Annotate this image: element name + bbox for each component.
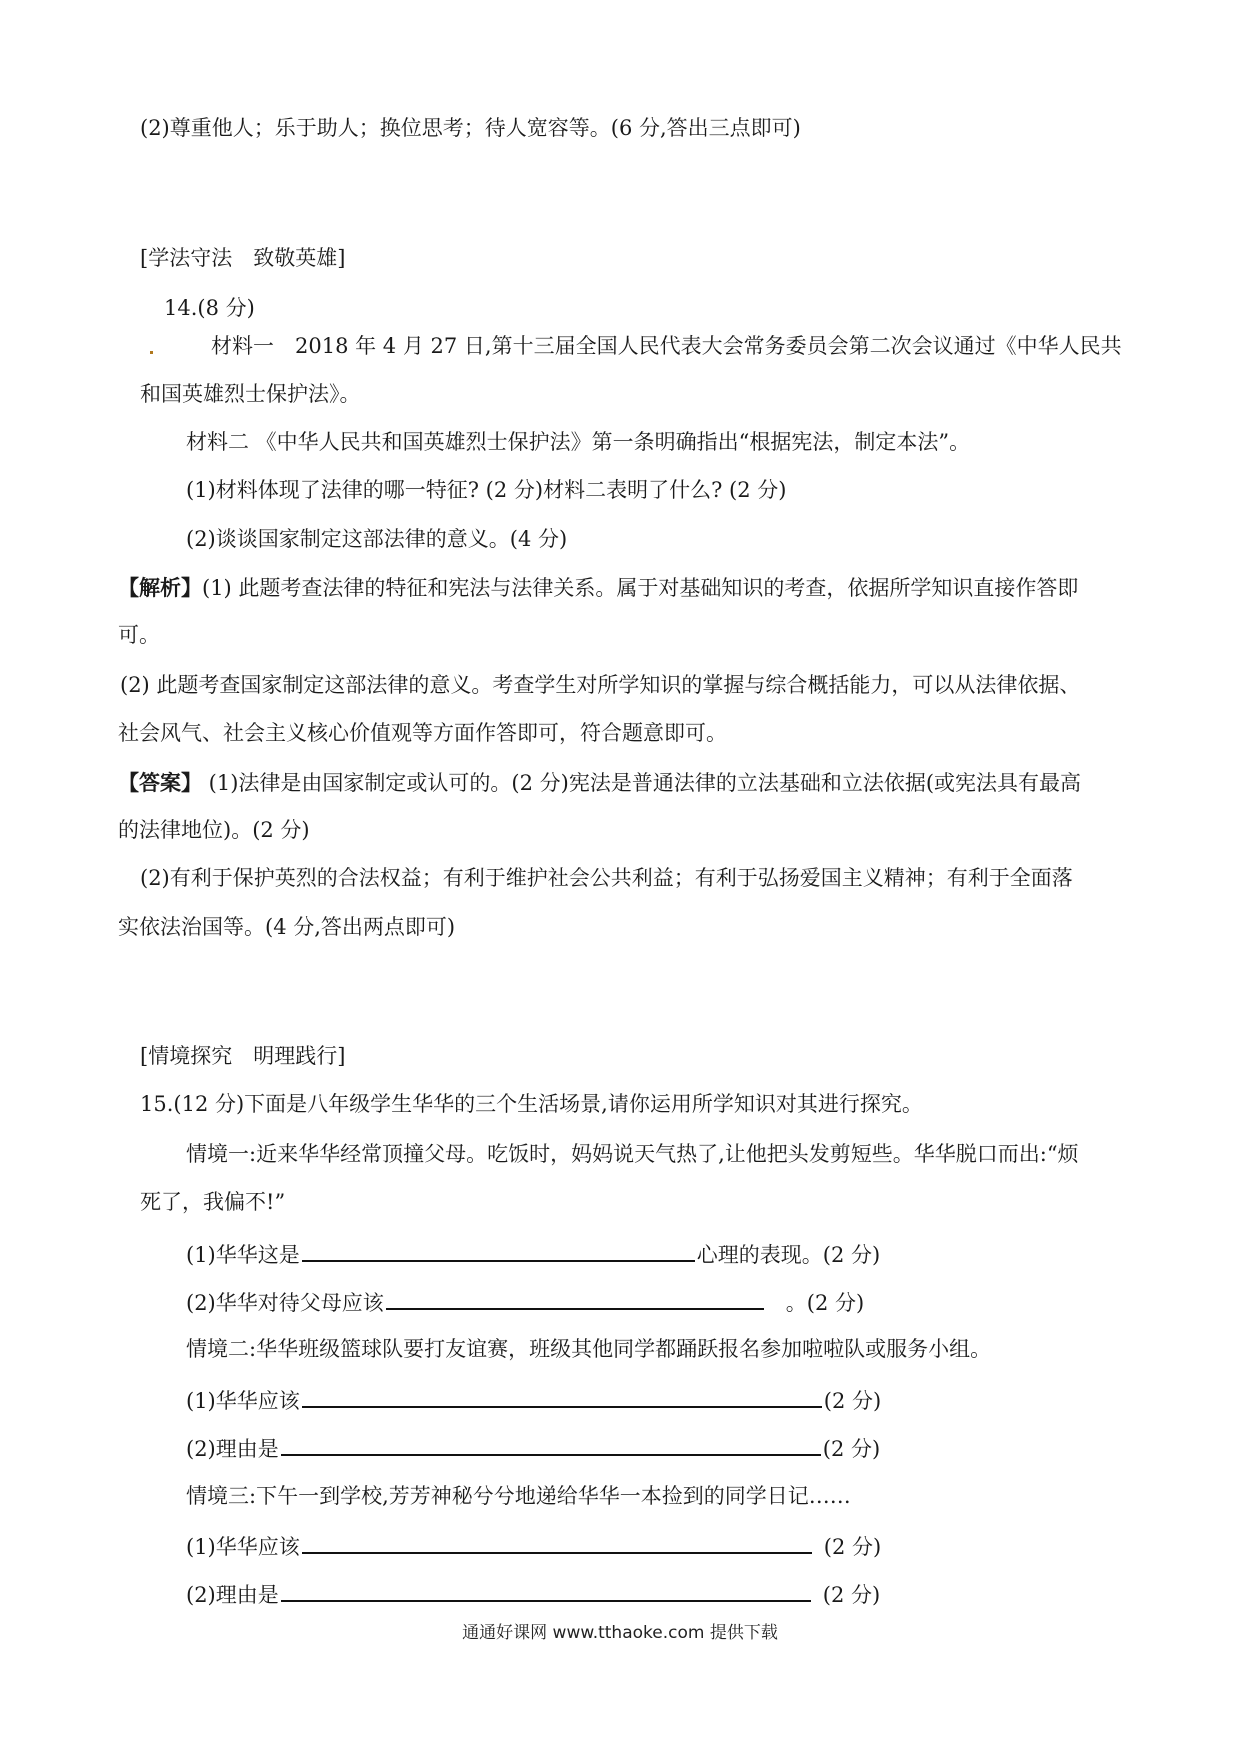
q15-intro: 15.(12 分)下面是八年级学生华华的三个生活场景,请你运用所学知识对其进行探究。 <box>140 1092 923 1116</box>
q15-scene2-question1 <box>186 1386 881 1414</box>
s1q1-suffix: 心理的表现。(2 分) <box>696 1243 881 1267</box>
s3q2-prefix: (2)理由是 <box>186 1583 279 1607</box>
s2q1-answer-blank[interactable] <box>302 1386 822 1408</box>
s3q1-suffix: (2 分) <box>823 1535 882 1559</box>
q15-scene1-question1 <box>186 1240 880 1268</box>
q14-material1-line2: 和国英雄烈士保护法》。 <box>140 382 361 406</box>
q15-scene2-question2 <box>186 1434 880 1462</box>
s1q2-suffix: 。(2 分) <box>785 1291 865 1315</box>
s2q2-suffix: (2 分) <box>822 1437 881 1461</box>
q14-sub-question-1: (1)材料体现了法律的哪一特征? (2 分)材料二表明了什么? (2 分) <box>186 478 787 502</box>
answer-text-1: (1)法律是由国家制定或认可的。(2 分)宪法是普通法律的立法基础和立法依据(或宪法具有最高 <box>202 771 1082 795</box>
s3q2-suffix: (2 分) <box>822 1583 881 1607</box>
q14-analysis-line3: (2) 此题考查国家制定这部法律的意义。考查学生对所学知识的掌握与综合概括能力，可以从法律依据、 <box>120 673 1081 697</box>
s3q1-prefix: (1)华华应该 <box>186 1535 300 1559</box>
q14-answer-line2: 的法律地位)。(2 分) <box>118 818 310 842</box>
q15-scene2: 情境二:华华班级篮球队要打友谊赛，班级其他同学都踊跃报名参加啦啦队或服务小组。 <box>186 1337 992 1361</box>
q14-sub-question-2: (2)谈谈国家制定这部法律的意义。(4 分) <box>186 527 568 551</box>
q15-scene1-question2 <box>186 1288 864 1316</box>
q14-answer-line1 <box>118 770 1081 796</box>
q14-analysis-line1 <box>118 575 1078 601</box>
s1q2-prefix: (2)华华对待父母应该 <box>186 1291 384 1315</box>
stray-dot <box>150 351 153 354</box>
s1q1-prefix: (1)华华这是 <box>186 1243 300 1267</box>
q15-scene1-line1: 情境一:近来华华经常顶撞父母。吃饭时，妈妈说天气热了,让他把头发剪短些。华华脱口而出:“烦 <box>186 1142 1079 1166</box>
q14-material2: 材料二 《中华人民共和国英雄烈士保护法》第一条明确指出“根据宪法，制定本法”。 <box>186 430 971 454</box>
s2q1-suffix: (2 分) <box>823 1389 882 1413</box>
s3q2-answer-blank[interactable] <box>281 1580 811 1602</box>
s2q2-answer-blank[interactable] <box>281 1434 821 1456</box>
s1q1-answer-blank[interactable] <box>302 1240 695 1262</box>
q14-answer-line4: 实依法治国等。(4 分,答出两点即可) <box>118 915 456 939</box>
analysis-text-1: (1) 此题考查法律的特征和宪法与法律关系。属于对基础知识的考查，依据所学知识直接作答即 <box>202 576 1079 600</box>
s2q1-prefix: (1)华华应该 <box>186 1389 300 1413</box>
page-footer: 通通好课网 www.tthaoke.com 提供下载 <box>462 1623 778 1643</box>
q15-scene3: 情境三:下午一到学校,芳芳神秘兮兮地递给华华一本捡到的同学日记…… <box>186 1484 851 1508</box>
q14-answer-line3: (2)有利于保护英烈的合法权益；有利于维护社会公共利益；有利于弘扬爱国主义精神；有利于全面落 <box>140 866 1073 890</box>
q14-material1-line1: 材料一 2018 年 4 月 27 日,第十三届全国人民代表大会常务委员会第二次会议通过《中华人民共 <box>211 334 1122 358</box>
q14-number: 14.(8 分) <box>164 296 255 320</box>
q15-scene3-question1 <box>186 1532 881 1560</box>
q14-analysis-line4: 社会风气、社会主义核心价值观等方面作答即可，符合题意即可。 <box>118 721 727 745</box>
analysis-tag: 【解析】 <box>118 575 202 600</box>
s3q1-answer-blank[interactable] <box>302 1532 812 1554</box>
q15-scene3-question2 <box>186 1580 880 1608</box>
answer-tag: 【答案】 <box>118 770 202 795</box>
s2q2-prefix: (2)理由是 <box>186 1437 279 1461</box>
q15-scene1-line2: 死了，我偏不!” <box>140 1190 286 1214</box>
section-title-law: [学法守法 致敬英雄] <box>140 246 346 270</box>
s1q2-answer-blank[interactable] <box>386 1288 764 1310</box>
q13-answer-2: (2)尊重他人；乐于助人；换位思考；待人宽容等。(6 分,答出三点即可) <box>140 116 801 140</box>
section-title-practice: [情境探究 明理践行] <box>140 1044 346 1068</box>
q14-analysis-line2: 可。 <box>118 623 160 647</box>
